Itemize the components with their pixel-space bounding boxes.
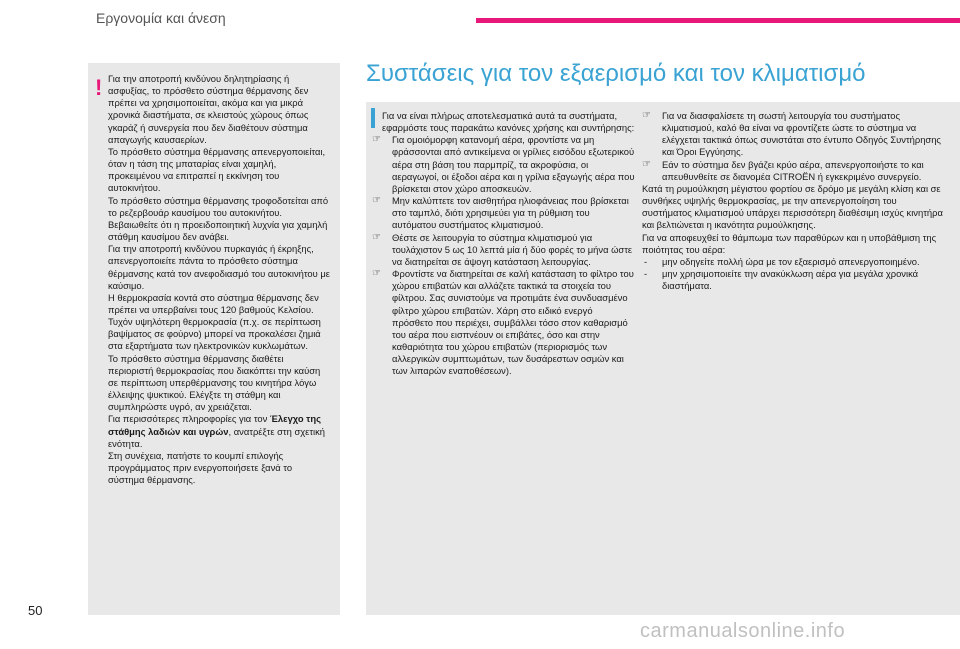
fogging-paragraph: Για να αποφευχθεί το θάμπωμα των παραθύρων και η υποβάθμιση της ποιότητας του αέρα: <box>642 231 937 255</box>
page-title: Συστάσεις για τον εξαερισμό και τον κλιματισμό <box>366 60 866 87</box>
warning-paragraph: Το πρόσθετο σύστημα θέρμανσης απενεργοποιείται, όταν η τάση της μπαταρίας είναι χαμηλή, προκειμένου να επιτραπεί η εκκίνηση του αυτοκινήτου. <box>108 145 326 194</box>
warning-paragraph: Το πρόσθετο σύστημα θέρμανσης διαθέτει περιοριστή θερμοκρασίας που διακόπτει την καύση σε περίπτωση υπερθέρμανσης του κινητήρα λόγω έλλειψης ψυκτικού. Ελέγξτε τη στάθμη και συμπληρώστε υγρό, αν χρειάζεται. <box>108 352 321 413</box>
list-item: ☞ Φροντίστε να διατηρείται σε καλή κατάσταση το φίλτρο του χώρου επιβατών και αλλάζετε τακτικά τα στοιχεία του φίλτρου. Σας συνιστούμε να προτιμάτε ένα συνδυασμένο φίλτρο χώρου επιβατών. Χάρη στο ειδικό ενεργό πρόσθετο που περιέχει, συμβάλλει τόσο στον καθαρισμό του αέρα που εισπνέουν οι επιβάτες, όσο και στην καθαριότητα του χώρου επιβατών (περιορισμός των αλλεργικών συμπτωμάτων, των δυσάρεστων οσμών και των λιπαρών εναποθέσεων). <box>372 268 636 377</box>
reference-suffix: , ανατρέξτε στη σχετική ενότητα. <box>108 425 326 449</box>
watermark: carmanualsonline.info <box>640 620 846 642</box>
warning-paragraph: Στη συνέχεια, πατήστε το κουμπί επιλογής προγράμματος πριν ενεργοποιήσετε ξανά το σύστημα θέρμανσης. <box>108 449 293 486</box>
recommendations-column-2 <box>642 110 946 292</box>
page-number: 50 <box>28 603 43 618</box>
list-item: ☞ Για ομοιόμορφη κατανομή αέρα, φροντίστε να μη φράσσονται από αντικείμενα οι γρίλιες εισόδου εξωτερικού αέρα στη βάση του παρμπρίζ, τα ακροφύσια, οι αεραγωγοί, οι έξοδοι αέρα και η γρίλια εξαγωγής αέρα που βρίσκεται στον χώρο αποσκευών. <box>372 134 636 195</box>
towing-paragraph: Κατά τη ρυμούλκηση μέγιστου φορτίου σε δρόμο με μεγάλη κλίση και σε συνθήκες υψηλής θερμοκρασίας, με την απενεργοποίηση του συστήματος κλιματισμού υπάρχει περισσότερη διαθέσιμη ισχύς κινητήρα και βελτιώνεται η ικανότητα ρυμούλκησης. <box>642 182 943 231</box>
list-item: ☞ Εάν το σύστημα δεν βγάζει κρύο αέρα, απενεργοποιήστε το και απευθυνθείτε σε διανομέα CITROËN ή εγκεκριμένο συνεργείο. <box>642 159 946 183</box>
reference-prefix: Για περισσότερες πληροφορίες για τον <box>108 413 270 425</box>
recommendations-column-1 <box>372 110 636 377</box>
list-item: ☞ Θέστε σε λειτουργία το σύστημα κλιματισμού για τουλάχιστον 5 ως 10 λεπτά μία ή δύο φορές το μήνα ώστε να διατηρείται σε άψογη κατάσταση λειτουργίας. <box>372 232 636 268</box>
warning-paragraph: Η θερμοκρασία κοντά στο σύστημα θέρμανσης δεν πρέπει να υπερβαίνει τους 120 βαθμούς Κελσίου. Τυχόν υψηλότερη θερμοκρασία (π.χ. σε περίπτωση βαψίματος σε φούρνο) μπορεί να προκαλέσει ζημιά στα εξαρτήματα των ηλεκτρονικών κυκλωμάτων. <box>108 291 321 352</box>
recommendations-box <box>366 102 960 615</box>
warning-paragraph: Το πρόσθετο σύστημα θέρμανσης τροφοδοτείται από το ρεζερβουάρ καυσίμου του αυτοκινήτου. Βεβαιωθείτε ότι η προειδοποιητική λυχνία για χαμηλή στάθμη καυσίμου δεν ανάβει. <box>108 194 329 243</box>
list-item: - μην οδηγείτε πολλή ώρα με τον εξαερισμό απενεργοποιημένο. <box>642 256 946 268</box>
warning-paragraph: Για την αποτροπή κινδύνου πυρκαγιάς ή έκρηξης, απενεργοποιείτε πάντα το πρόσθετο σύστημα θέρμανσης κατά τον ανεφοδιασμό του αυτοκινήτου με καύσιμο. <box>108 243 330 291</box>
section-accent-bar <box>476 18 960 23</box>
intro-text: Για να είναι πλήρως αποτελεσματικά αυτά τα συστήματα, εφαρμόστε τους παρακάτω κανόνες χρήσης και συντήρησης: <box>382 110 635 134</box>
warning-reference <box>108 413 330 449</box>
warning-box <box>88 63 340 615</box>
list-item: ☞ Μην καλύπτετε τον αισθητήρα ηλιοφάνειας που βρίσκεται στο ταμπλό, διότι χρησιμεύει για τη ρύθμιση του αυτόματου συστήματος κλιματισμού. <box>372 195 636 231</box>
section-title: Εργονομία και άνεση <box>96 10 226 26</box>
list-item: - μην χρησιμοποιείτε την ανακύκλωση αέρα για μεγάλα χρονικά διαστήματα. <box>642 268 946 292</box>
warning-paragraph: Για την αποτροπή κινδύνου δηλητηρίασης ή ασφυξίας, το πρόσθετο σύστημα θέρμανσης δεν πρέπει να χρησιμοποιείται, ακόμα και για μικρά χρονικά διαστήματα, σε κλειστούς χώρους όπως γκαράζ ή συνεργεία που δεν διαθέτουν σύστημα απαγωγής καυσαερίων. <box>108 73 309 145</box>
exclamation-icon: ! <box>95 75 103 100</box>
reference-link-text: Έλεγχο της στάθμης λαδιών και υγρών <box>108 413 321 437</box>
list-item: ☞ Για να διασφαλίσετε τη σωστή λειτουργία του συστήματος κλιματισμού, καλό θα είναι να φροντίζετε ώστε το σύστημα να ελέγχεται τακτικά όπως συνιστάται στο έντυπο Οδηγός Συντήρησης και Όροι Εγγύησης. <box>642 110 946 159</box>
warning-text <box>108 73 330 486</box>
